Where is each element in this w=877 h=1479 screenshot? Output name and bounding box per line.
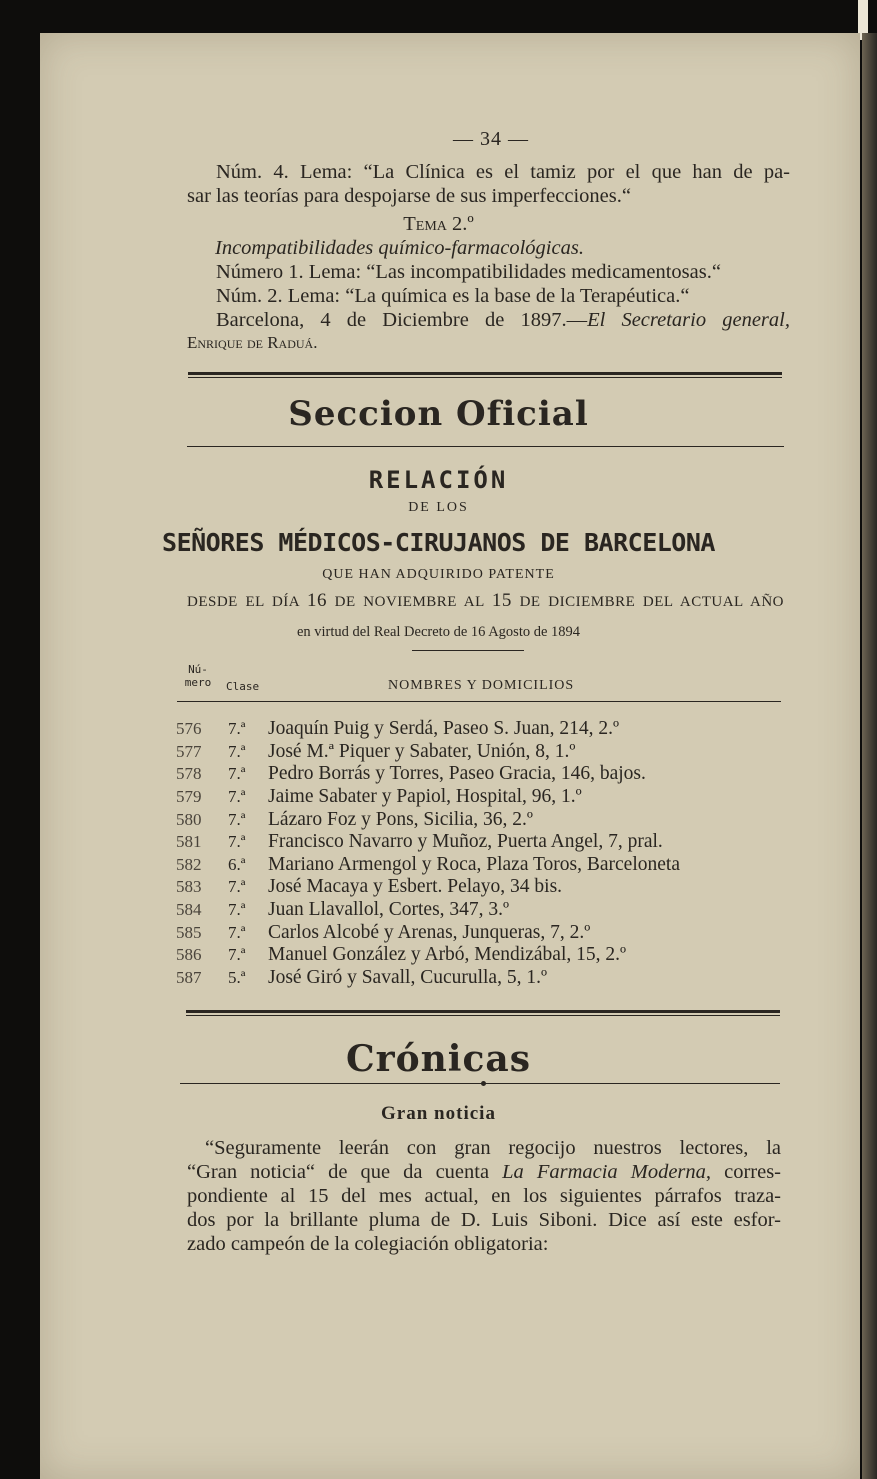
text-line: Barcelona, 4 de Diciembre de 1897.—El Secretario general,: [216, 309, 790, 331]
row-clase: 5.ª: [228, 967, 246, 987]
row-clase: 7.ª: [228, 877, 246, 897]
row-name: Carlos Alcobé y Arenas, Junqueras, 7, 2.º: [268, 921, 591, 943]
date-range: DESDE EL DÍA 16 DE NOVIEMBRE AL 15 DE DICIEMBRE DEL ACTUAL AÑO: [187, 590, 784, 611]
table-row: [176, 967, 680, 990]
table-row: [176, 763, 680, 786]
table-row: [176, 921, 680, 944]
paragraph-line: pondiente al 15 del mes actual, en los siguientes párrafos traza-: [187, 1185, 781, 1207]
row-number: 586: [176, 945, 202, 965]
table-row: [176, 741, 680, 764]
row-number: 582: [176, 854, 202, 874]
page-edge: [862, 33, 877, 1479]
text-line: Núm. 4. Lema: “La Clínica es el tamiz por el que han de pa-: [216, 161, 790, 183]
paragraph-line: “Seguramente leerán con gran regocijo nuestros lectores, la: [205, 1137, 781, 1159]
paragraph-line: “Gran noticia“ de que da cuenta La Farmacia Moderna, corres-: [187, 1161, 781, 1183]
table-row: [176, 718, 680, 741]
list-title: SEÑORES MÉDICOS-CIRUJANOS DE BARCELONA: [162, 528, 715, 557]
row-name: Lázaro Foz y Pons, Sicilia, 36, 2.º: [268, 808, 533, 830]
row-name: José Macaya y Esbert. Pelayo, 34 bis.: [268, 876, 563, 898]
section-divider: [188, 372, 782, 378]
table-row: [176, 876, 680, 899]
title-underline: [187, 446, 784, 447]
row-number: 581: [176, 832, 202, 852]
row-number: 585: [176, 922, 202, 942]
section-divider: [186, 1010, 780, 1016]
relacion-heading: RELACIÓN: [368, 466, 509, 494]
table-row: [176, 944, 680, 967]
row-clase: 7.ª: [228, 900, 246, 920]
row-number: 580: [176, 809, 202, 829]
row-number: 577: [176, 741, 202, 761]
table-row: [176, 831, 680, 854]
row-name: Manuel González y Arbó, Mendizábal, 15, 2.º: [268, 944, 627, 966]
table-row: [176, 854, 680, 877]
row-name: Joaquín Puig y Serdá, Paseo S. Juan, 214, 2.º: [268, 718, 620, 740]
paragraph-line: zado campeón de la colegiación obligatoria:: [187, 1233, 549, 1255]
signature: Enrique de Raduá.: [187, 333, 318, 352]
row-clase: 7.ª: [228, 719, 246, 739]
text-line: sar las teorías para despojarse de sus imperfecciones.“: [187, 185, 631, 207]
article-title: Gran noticia: [381, 1103, 496, 1124]
short-rule: [412, 650, 524, 651]
row-clase: 7.ª: [228, 832, 246, 852]
cronicas-title: Crónicas: [346, 1038, 531, 1080]
section-title: Seccion Oficial: [288, 394, 589, 434]
column-header-numero: Nú-mero: [184, 663, 212, 689]
row-name: Juan Llavallol, Cortes, 347, 3.º: [268, 899, 510, 921]
page-number: — 34 —: [453, 128, 529, 150]
tema-heading: Tema 2.º: [403, 213, 474, 235]
column-header-clase: Clase: [226, 680, 260, 693]
row-clase: 7.ª: [228, 787, 246, 807]
patent-table: [176, 718, 680, 989]
subheading: QUE HAN ADQUIRIDO PATENTE: [322, 567, 555, 582]
paragraph-line: dos por la brillante pluma de D. Luis Siboni. Dice así este esfor-: [187, 1209, 781, 1231]
column-header-nombres: NOMBRES Y DOMICILIOS: [388, 678, 575, 693]
table-header-rule: [177, 701, 781, 702]
title-underline: [180, 1083, 780, 1084]
table-row: [176, 786, 680, 809]
row-name: Mariano Armengol y Roca, Plaza Toros, Barceloneta: [268, 853, 680, 875]
row-clase: 7.ª: [228, 922, 246, 942]
text-line: Número 1. Lema: “Las incompatibilidades medicamentosas.“: [216, 261, 721, 283]
table-row: [176, 899, 680, 922]
row-name: Francisco Navarro y Muñoz, Puerta Angel, 7, pral.: [268, 831, 663, 853]
rule-ornament: [481, 1081, 486, 1086]
decree-note: en virtud del Real Decreto de 16 Agosto de 1894: [296, 624, 581, 640]
row-number: 584: [176, 900, 202, 920]
row-name: José Giró y Savall, Cucurulla, 5, 1.º: [268, 966, 548, 988]
row-clase: 7.ª: [228, 741, 246, 761]
row-clase: 6.ª: [228, 854, 246, 874]
subheading: DE LOS: [408, 500, 469, 515]
row-clase: 7.ª: [228, 945, 246, 965]
row-number: 579: [176, 787, 202, 807]
row-clase: 7.ª: [228, 809, 246, 829]
row-name: Pedro Borrás y Torres, Paseo Gracia, 146, bajos.: [268, 763, 646, 785]
row-number: 576: [176, 719, 202, 739]
text-line: Núm. 2. Lema: “La química es la base de la Terapéutica.“: [216, 285, 690, 307]
row-name: José M.ª Piquer y Sabater, Unión, 8, 1.º: [268, 740, 576, 762]
table-row: [176, 808, 680, 831]
row-clase: 7.ª: [228, 764, 246, 784]
row-number: 587: [176, 967, 202, 987]
row-number: 583: [176, 877, 202, 897]
row-name: Jaime Sabater y Papiol, Hospital, 96, 1.º: [268, 786, 582, 808]
text-line: Incompatibilidades químico-farmacológicas.: [215, 237, 584, 259]
row-number: 578: [176, 764, 202, 784]
